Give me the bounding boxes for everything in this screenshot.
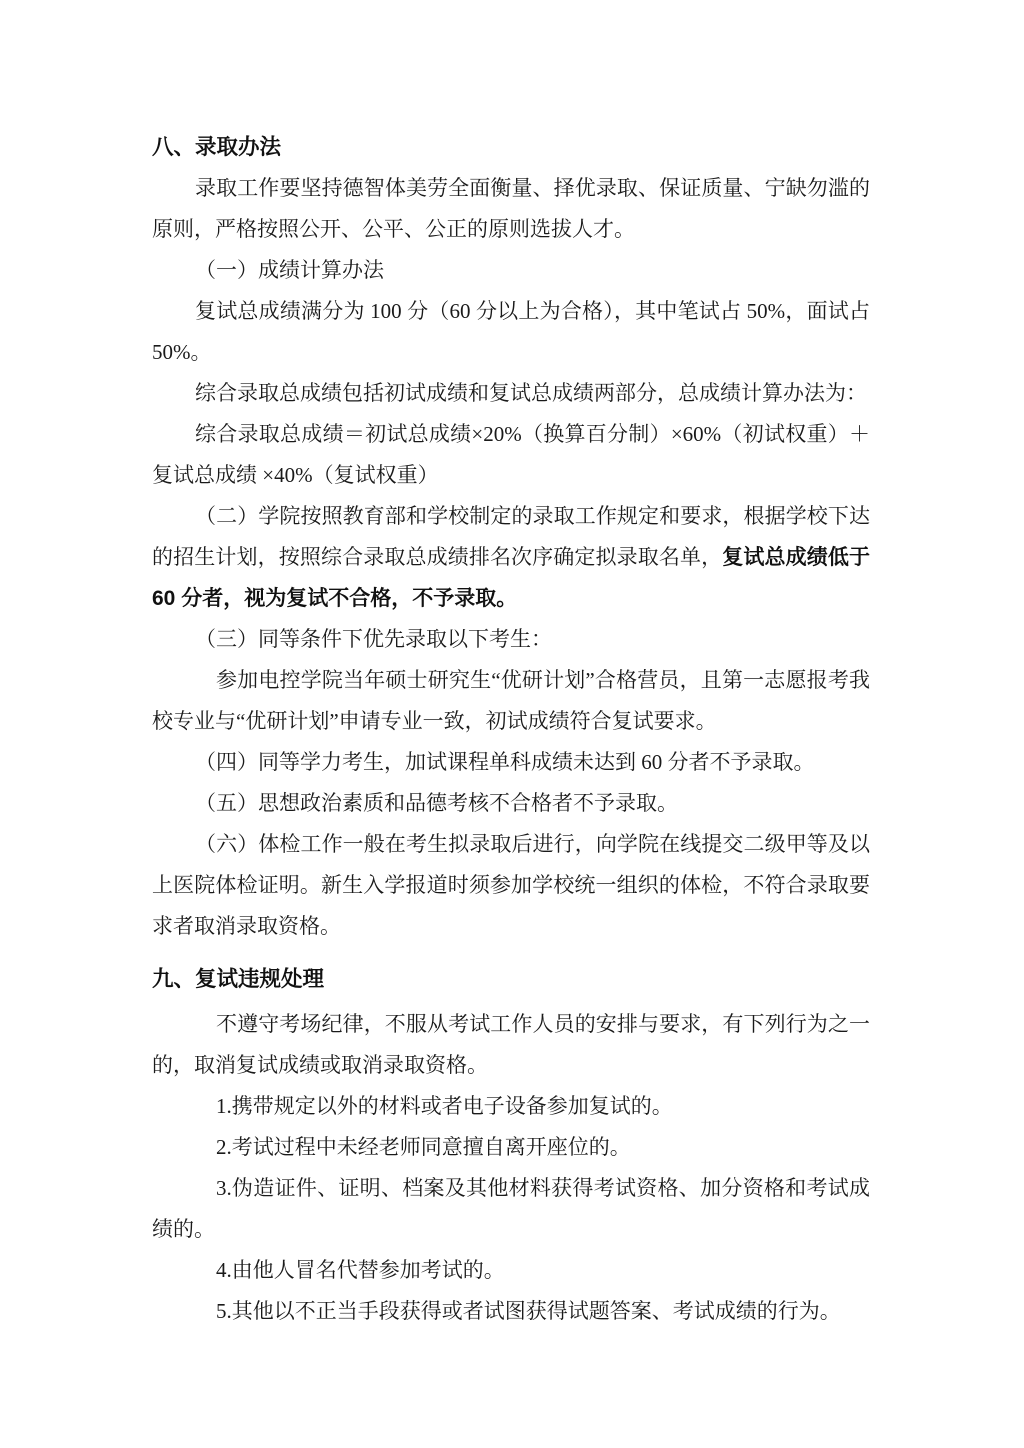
paragraph-violation-intro: 不遵守考场纪律，不服从考试工作人员的安排与要求，有下列行为之一的，取消复试成绩或取消录取资格。 — [152, 1012, 870, 1077]
paragraph-admission-principle: 录取工作要坚持德智体美劳全面衡量、择优录取、保证质量、宁缺勿滥的原则，严格按照公开、公平、公正的原则选拔人才。 — [152, 176, 870, 241]
subsection-2-normal-text: （二）学院按照教育部和学校制定的录取工作规定和要求，根据学校下达的招生计划，按照综合录取总成绩排名次序确定拟录取名单， — [152, 504, 870, 569]
subsection-3-title: （三）同等条件下优先录取以下考生： — [195, 627, 552, 651]
paragraph-youyan-plan: 参加电控学院当年硕士研究生“优研计划”合格营员，且第一志愿报考我校专业与“优研计划”申请专业一致，初试成绩符合复试要求。 — [152, 668, 870, 733]
section-9-heading: 九、复试违规处理 — [152, 967, 325, 991]
section-8-heading: 八、录取办法 — [152, 135, 282, 159]
paragraph-retest-score-rule: 复试总成绩满分为 100 分（60 分以上为合格），其中笔试占 50%，面试占 50%。 — [152, 299, 870, 364]
violation-item-5: 5.其他以不正当手段获得或者试图获得试题答案、考试成绩的行为。 — [216, 1299, 841, 1323]
paragraph-total-score-intro: 综合录取总成绩包括初试成绩和复试总成绩两部分，总成绩计算办法为： — [195, 381, 867, 405]
subsection-1-title: （一）成绩计算办法 — [195, 258, 384, 282]
violation-item-2: 2.考试过程中未经老师同意擅自离开座位的。 — [216, 1135, 631, 1159]
violation-item-3: 3.伪造证件、证明、档案及其他材料获得考试资格、加分资格和考试成绩的。 — [152, 1176, 870, 1241]
violation-item-1: 1.携带规定以外的材料或者电子设备参加复试的。 — [216, 1094, 673, 1118]
subsection-6: （六）体检工作一般在考生拟录取后进行，向学院在线提交二级甲等及以上医院体检证明。新生入学报道时须参加学校统一组织的体检，不符合录取要求者取消录取资格。 — [152, 832, 870, 938]
subsection-5: （五）思想政治素质和品德考核不合格者不予录取。 — [195, 791, 678, 815]
paragraph-score-formula: 综合录取总成绩＝初试总成绩×20%（换算百分制）×60%（初试权重）＋复试总成绩 ×40%（复试权重） — [152, 422, 870, 487]
violation-item-4: 4.由他人冒名代替参加考试的。 — [216, 1258, 505, 1282]
subsection-2-bold-text: 复试总成绩低于 60 分者，视为复试不合格，不予录取。 — [152, 546, 871, 610]
subsection-4: （四）同等学力考生，加试课程单科成绩未达到 60 分者不予录取。 — [195, 750, 815, 774]
paragraph-subsection-2 — [152, 496, 870, 619]
